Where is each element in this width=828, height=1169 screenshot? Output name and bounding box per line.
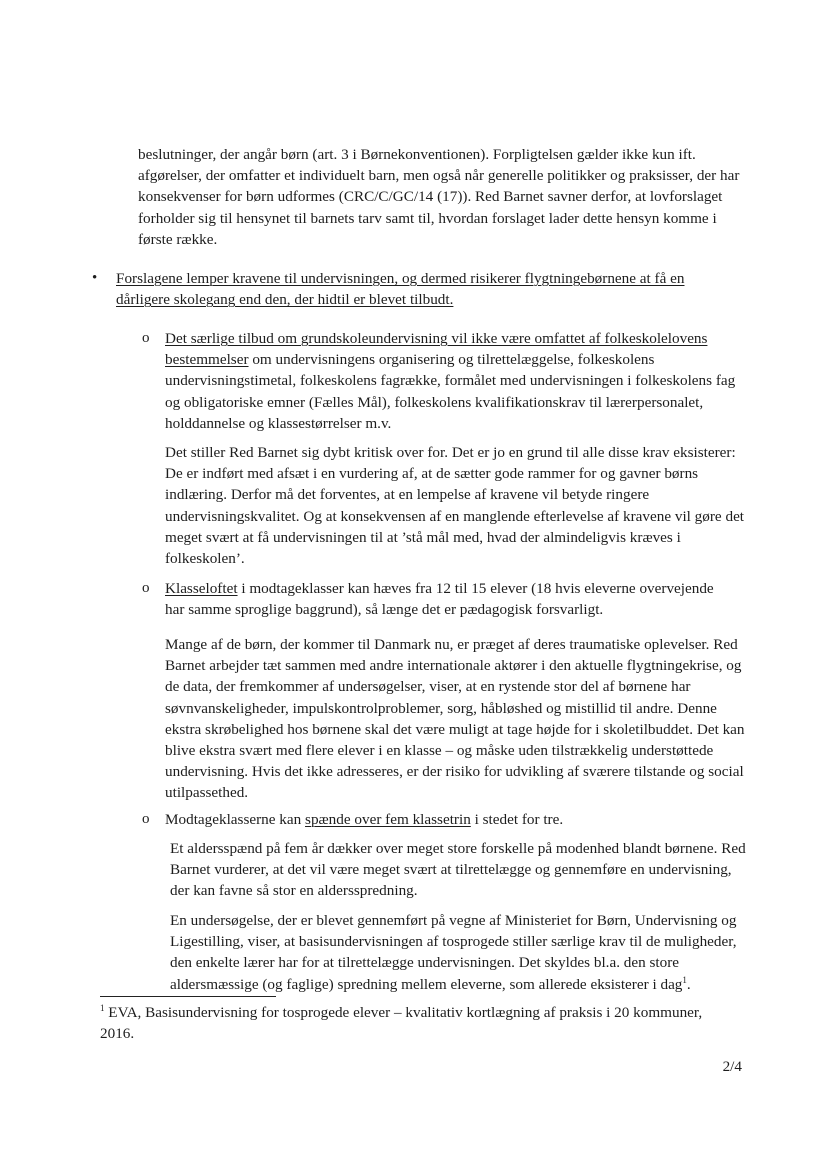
sub-item-2-underlined: Klasseloftet xyxy=(165,580,238,597)
sub-item-3-marker: o xyxy=(142,811,150,827)
footnote-text: EVA, Basisundervisning for tosprogede elever – kvalitativ kortlægning af praksis i 20 kommuner, 2016. xyxy=(100,1004,703,1042)
sub-item-3-underlined: spænde over fem klassetrin xyxy=(305,811,471,828)
footnote-number: 1 xyxy=(100,1002,105,1013)
sub-item-3-followup-2: En undersøgelse, der er blevet gennemført på vegne af Ministeriet for Børn, Undervisning og Ligestilling, viser, at basisundervisningen af tosprogede stiller særlige krav til de muligheder, den enkelte lærer har for at tilrettelægge undervisningen. Det skyldes bl.a. den store aldersmæssige (og faglige) spredning mellem eleverne, som allerede eksisterer i dag$^1$. xyxy=(170,912,737,993)
footnote-ref[interactable]: 1 xyxy=(682,974,687,985)
sub-item-2-text xyxy=(165,578,735,620)
bullet-text: Forslagene lemper kravene til undervisningen, og dermed risikerer flygtningebørnene at få en dårligere skolegang end den, der hidtil er blevet tilbudt. xyxy=(116,270,685,309)
footnote xyxy=(100,1002,740,1044)
sub-item-3-rest: i stedet for tre. xyxy=(470,811,564,828)
footnote-divider xyxy=(100,996,276,997)
sub-item-2-rest: i modtageklasser kan hæves fra 12 til 15 elever (18 hvis eleverne overvejende har samme sproglige baggrund), så længe det er pædagogisk forsvarligt. xyxy=(165,580,714,619)
sub-item-2-followup: Mange af de børn, der kommer til Danmark nu, er præget af deres traumatiske oplevelser. Red Barnet arbejder tæt sammen med andre internationale aktører i den aktuelle flygtningekrise, og de data, der fremkommer af undersøgelser, viser, at en rystende stor del af børnene har søvnvanskeligheder, impulskontrolproblemer, sorg, håbløshed og mistillid til andre. Denne ekstra skrøbelighed hos børnene skal det være muligt at tage højde for i skoletilbuddet. Det kan blive ekstra svært med flere elever i en klasse – og måske uden tilstrækkelig understøttede undervisning. Hvis det ikke adresseres, er der risiko for udvikling af sværere tilstande og social utilpassethed. xyxy=(165,636,745,802)
bullet-marker: • xyxy=(92,270,98,286)
sub-item-1-text xyxy=(165,328,747,434)
intro-paragraph: beslutninger, der angår børn (art. 3 i Børnekonventionen). Forpligtelsen gælder ikke kun ift. afgørelser, der omfatter et individuelt barn, men også når generelle politikker og praksisser, der har konsekvenser for børn udformes (CRC/C/GC/14 (17)). Red Barnet savner derfor, at lovforslaget forholder sig til hensynet til barnets tarv samt til, hvordan forslaget lader dette hensyn komme i første række. xyxy=(138,146,740,248)
sub-item-1-underlined: Det særlige tilbud om grundskoleundervisning vil ikke være omfattet af folkeskolelovens bestemmelser xyxy=(165,330,708,369)
sub-item-3-lead: Modtageklasserne kan xyxy=(165,811,306,828)
sub-item-1-rest: om undervisningens organisering og tilrettelæggelse, folkeskolens undervisningstimetal, folkeskolens fagrække, formålet med undervisningen i folkeskolens fag og obligatoriske emner (Fælles Mål), folkeskolens kvalifikationskrav til lærerpersonalet, holddannelse og klassestørrelser m.v. xyxy=(165,351,736,432)
sub-item-2-marker: o xyxy=(142,580,150,596)
page-number: 2/4 xyxy=(722,1058,742,1075)
sub-item-1-marker: o xyxy=(142,330,150,346)
sub-item-3-text xyxy=(165,809,747,830)
sub-item-1-followup: Det stiller Red Barnet sig dybt kritisk over for. Det er jo en grund til alle disse krav eksisterer: De er indført med afsæt i en vurdering af, at de sætter gode rammer for og gavner børns indlæring. Derfor må det forventes, at en lempelse af kravene vil betyde ringere undervisningskvalitet. Og at konsekvensen af en manglende efterlevelse af kravene vil gøre det meget svært at få undervisningen til at ’stå mål med, hvad der almindeligvis kræves i folkeskolen’. xyxy=(165,444,745,568)
sub-item-3-followup-2-text: En undersøgelse, der er blevet gennemført på vegne af Ministeriet for Børn, Undervisning og Ligestilling, viser, at basisundervisningen af tosprogede stiller særlige krav til de muligheder, den enkelte lærer har for at tilrettelægge undervisningen. Det skyldes bl.a. den store aldersmæssige (og faglige) spredning mellem eleverne, som allerede eksisterer i dag xyxy=(170,912,737,993)
sub-item-3-followup: Et aldersspænd på fem år dækker over meget store forskelle på modenhed blandt børnene. Red Barnet vurderer, at det vil være meget svært at tilrettelægge og gennemføre en undervisning, der kan favne så stor en aldersspredning. xyxy=(170,840,746,900)
